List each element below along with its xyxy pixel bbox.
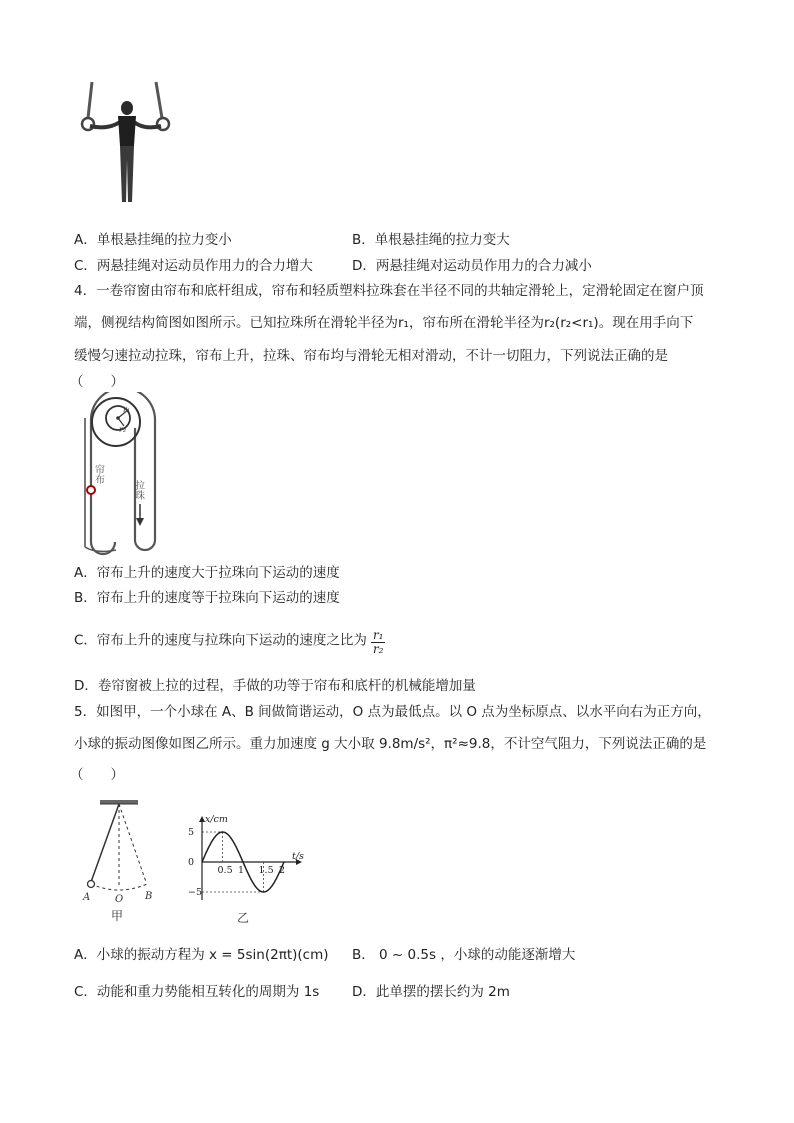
q5-option-d: D．此单摆的摆长约为 2m [352, 984, 510, 1000]
q5-label-o: O [115, 894, 124, 905]
x-tick-label-2: 1.5 [258, 865, 274, 876]
q4-option-c-text: C．帘布上升的速度与拉珠向下运动的速度之比为 [74, 632, 367, 649]
q5-caption-jia: 甲 [111, 909, 124, 923]
q4-label-r2: r₂ [119, 425, 127, 434]
q4-label-bead: 拉珠 [132, 480, 144, 500]
q4-option-c-numerator: r₁ [372, 628, 384, 642]
q4-label-r1: r₁ [123, 405, 131, 414]
q5-label-a: A [83, 892, 91, 903]
x-axis-label: t/s [292, 851, 304, 862]
y-tick-label-1: 0 [188, 857, 195, 868]
q4-option-b: B．帘布上升的速度等于拉珠向下运动的速度 [74, 590, 340, 606]
q4-option-c [74, 627, 385, 654]
q4-roller-blind-figure [76, 392, 166, 556]
q5-stem-line1: 5．如图甲，一个小球在 A、B 间做简谐运动，O 点为最低点。以 O 点为坐标原点、以水平向右为正方向， [74, 704, 711, 720]
q5-option-a: A．小球的振动方程为 x = 5sin(2πt)(cm) [74, 947, 329, 963]
x-tick-label-3: 2 [279, 865, 286, 876]
q5-caption-yi: 乙 [237, 911, 250, 925]
q4-option-d: D．卷帘窗被上拉的过程，手做的功等于帘布和底杆的机械能增加量 [74, 678, 476, 694]
y-tick-label-2: −5 [188, 887, 203, 898]
q3-option-a: A．单根悬挂绳的拉力变小 [74, 232, 232, 248]
q3-option-d: D．两悬挂绳对运动员作用力的合力减小 [352, 258, 592, 274]
q4-stem-line2: 端，侧视结构简图如图所示。已知拉珠所在滑轮半径为r₁，帘布所在滑轮半径为r₂(r₂<r₁)。现在用手向下 [74, 315, 694, 331]
q4-answer-bracket: （ ） [70, 374, 124, 390]
q4-label-curtain: 帘布 [92, 464, 104, 484]
gymnast-rings-photo [78, 80, 178, 210]
q5-pendulum-figure [78, 798, 168, 926]
q4-option-a: A．帘布上升的速度大于拉珠向下运动的速度 [74, 565, 340, 581]
q4-stem-line3: 缓慢匀速拉动拉珠，帘布上升，拉珠、帘布均与滑轮无相对滑动，不计一切阻力，下列说法正确的是 [74, 348, 668, 364]
x-tick-label-0: 0.5 [217, 865, 233, 876]
q5-graph-axes [199, 816, 302, 900]
q3-option-c: C．两悬挂绳对运动员作用力的合力增大 [74, 258, 313, 274]
q5-vibration-graph [184, 812, 314, 926]
q3-option-b: B．单根悬挂绳的拉力变大 [352, 232, 510, 248]
q4-option-c-fraction [371, 629, 386, 656]
q4-option-c-denominator: r₂ [372, 642, 384, 656]
q4-stem-line1: 4．一卷帘窗由帘布和底杆组成，帘布和轻质塑料拉珠套在半径不同的共轴定滑轮上，定滑轮固定在窗户顶 [74, 283, 704, 299]
q5-stem-line2: 小球的振动图像如图乙所示。重力加速度 g 大小取 9.8m/s²，π²≈9.8，不计空气阻力，下列说法正确的是 [74, 736, 707, 752]
x-tick-label-1: 1 [238, 865, 245, 876]
y-axis-label: x/cm [205, 814, 228, 825]
y-tick-label-0: 5 [188, 827, 195, 838]
q5-option-c: C．动能和重力势能相互转化的周期为 1s [74, 984, 320, 1000]
q5-answer-bracket: （ ） [70, 767, 124, 783]
q5-option-b: B． 0 ~ 0.5s ，小球的动能逐渐增大 [352, 947, 576, 963]
q5-label-b: B [145, 891, 153, 902]
